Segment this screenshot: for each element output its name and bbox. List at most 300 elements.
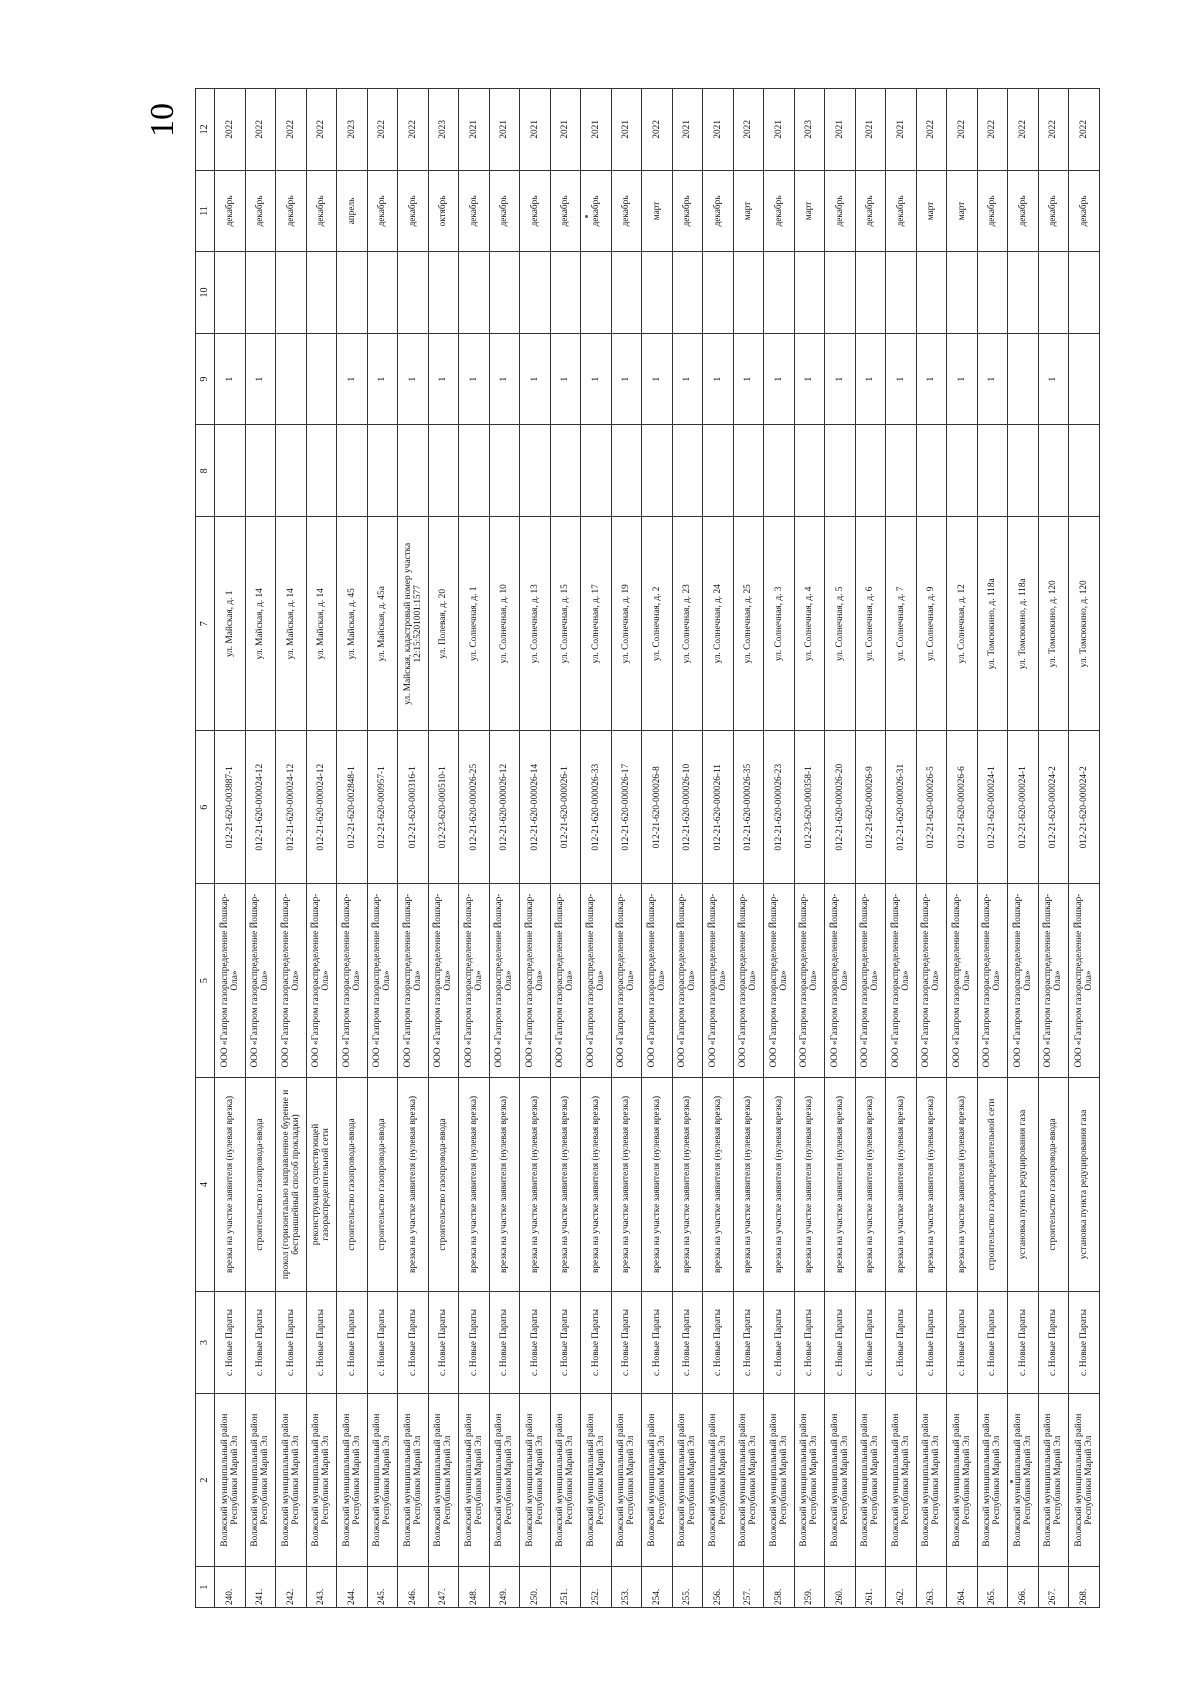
month-cell: декабрь bbox=[306, 170, 337, 252]
work-type-cell: врезка на участке заявителя (нулевая врезка) bbox=[611, 1077, 642, 1291]
month-cell: декабрь bbox=[703, 170, 734, 252]
row-number: 246. bbox=[398, 1567, 429, 1608]
column-header: 6 bbox=[196, 731, 215, 884]
year-cell: 2023 bbox=[428, 89, 459, 171]
work-type-cell: врезка на участке заявителя (нулевая врезка) bbox=[825, 1077, 856, 1291]
column-10-cell bbox=[337, 252, 368, 334]
row-number: 261. bbox=[855, 1567, 886, 1608]
table-body bbox=[215, 89, 1100, 1608]
month-cell: декабрь bbox=[764, 170, 795, 252]
year-cell: 2022 bbox=[733, 89, 764, 171]
table-row bbox=[642, 89, 673, 1608]
locality-cell: с. Новые Параты bbox=[1069, 1292, 1100, 1394]
table-row bbox=[1038, 89, 1069, 1608]
page-number: 10 bbox=[144, 103, 181, 137]
column-10-cell bbox=[916, 252, 947, 334]
table-row bbox=[855, 89, 886, 1608]
row-number: 242. bbox=[276, 1567, 307, 1608]
year-cell: 2023 bbox=[337, 89, 368, 171]
address-cell: ул. Майская, кадастровый номер участка 12:15:5201001:1577 bbox=[398, 517, 429, 731]
column-8-cell bbox=[276, 425, 307, 517]
quantity-cell bbox=[1008, 333, 1039, 425]
table-row bbox=[245, 89, 276, 1608]
address-cell: ул. Солнечная, д. 10 bbox=[489, 517, 520, 731]
locality-cell: с. Новые Параты bbox=[733, 1292, 764, 1394]
application-number-cell: 012-21-620-000026-17 bbox=[611, 731, 642, 884]
quantity-cell: 1 bbox=[794, 333, 825, 425]
month-cell: декабрь bbox=[1069, 170, 1100, 252]
column-8-cell bbox=[367, 425, 398, 517]
table-row bbox=[764, 89, 795, 1608]
organization-cell: ООО «Газпром газораспределение Йошкар-Ола» bbox=[794, 884, 825, 1078]
column-header: 2 bbox=[196, 1393, 215, 1566]
address-cell: ул. Солнечная, д. 23 bbox=[672, 517, 703, 731]
row-number: 254. bbox=[642, 1567, 673, 1608]
address-cell: ул. Томсюкино, д. 120 bbox=[1069, 517, 1100, 731]
row-number: 267. bbox=[1038, 1567, 1069, 1608]
register-table bbox=[195, 88, 1100, 1608]
table-row bbox=[276, 89, 307, 1608]
work-type-cell: врезка на участке заявителя (нулевая врезка) bbox=[855, 1077, 886, 1291]
column-8-cell bbox=[947, 425, 978, 517]
quantity-cell: 1 bbox=[367, 333, 398, 425]
row-number: 250. bbox=[520, 1567, 551, 1608]
district-cell: Волжский муниципальный район Республики Марий Эл bbox=[1038, 1393, 1069, 1566]
organization-cell: ООО «Газпром газораспределение Йошкар-Ола» bbox=[947, 884, 978, 1078]
work-type-cell: врезка на участке заявителя (нулевая врезка) bbox=[672, 1077, 703, 1291]
locality-cell: с. Новые Параты bbox=[794, 1292, 825, 1394]
address-cell: ул. Солнечная, д. 19 bbox=[611, 517, 642, 731]
locality-cell: с. Новые Параты bbox=[703, 1292, 734, 1394]
district-cell: Волжский муниципальный район Республики Марий Эл bbox=[306, 1393, 337, 1566]
column-8-cell bbox=[398, 425, 429, 517]
year-cell: 2022 bbox=[215, 89, 246, 171]
district-cell: Волжский муниципальный район Республики Марий Эл bbox=[642, 1393, 673, 1566]
quantity-cell: 1 bbox=[642, 333, 673, 425]
address-cell: ул. Солнечная, д. 7 bbox=[886, 517, 917, 731]
address-cell: ул. Солнечная, д. 13 bbox=[520, 517, 551, 731]
locality-cell: с. Новые Параты bbox=[916, 1292, 947, 1394]
row-number: 247. bbox=[428, 1567, 459, 1608]
quantity-cell: 1 bbox=[764, 333, 795, 425]
application-number-cell: 012-21-620-000026-10 bbox=[672, 731, 703, 884]
column-8-cell bbox=[245, 425, 276, 517]
month-cell: декабрь bbox=[1038, 170, 1069, 252]
row-number: 266. bbox=[1008, 1567, 1039, 1608]
scan-speck bbox=[1010, 1480, 1013, 1483]
year-cell: 2021 bbox=[459, 89, 490, 171]
district-cell: Волжский муниципальный район Республики Марий Эл bbox=[611, 1393, 642, 1566]
row-number: 240. bbox=[215, 1567, 246, 1608]
column-8-cell bbox=[886, 425, 917, 517]
application-number-cell: 012-23-620-000510-1 bbox=[428, 731, 459, 884]
address-cell: ул. Майская, д. 45а bbox=[367, 517, 398, 731]
table-row bbox=[672, 89, 703, 1608]
year-cell: 2021 bbox=[672, 89, 703, 171]
locality-cell: с. Новые Параты bbox=[459, 1292, 490, 1394]
column-10-cell bbox=[764, 252, 795, 334]
month-cell: март bbox=[733, 170, 764, 252]
column-header: 12 bbox=[196, 89, 215, 171]
application-number-cell: 012-21-620-000026-11 bbox=[703, 731, 734, 884]
district-cell: Волжский муниципальный район Республики Марий Эл bbox=[428, 1393, 459, 1566]
locality-cell: с. Новые Параты bbox=[581, 1292, 612, 1394]
table-row bbox=[428, 89, 459, 1608]
row-number: 268. bbox=[1069, 1567, 1100, 1608]
month-cell: декабрь bbox=[245, 170, 276, 252]
column-10-cell bbox=[1069, 252, 1100, 334]
row-number: 251. bbox=[550, 1567, 581, 1608]
work-type-cell: прокол (горизонтально направленное бурение и бестраншейный способ прокладки) bbox=[276, 1077, 307, 1291]
row-number: 263. bbox=[916, 1567, 947, 1608]
organization-cell: ООО «Газпром газораспределение Йошкар-Ола» bbox=[550, 884, 581, 1078]
column-8-cell bbox=[489, 425, 520, 517]
organization-cell: ООО «Газпром газораспределение Йошкар-Ола» bbox=[581, 884, 612, 1078]
organization-cell: ООО «Газпром газораспределение Йошкар-Ола» bbox=[977, 884, 1008, 1078]
organization-cell: ООО «Газпром газораспределение Йошкар-Ола» bbox=[733, 884, 764, 1078]
district-cell: Волжский муниципальный район Республики Марий Эл bbox=[276, 1393, 307, 1566]
quantity-cell bbox=[306, 333, 337, 425]
address-cell: ул. Майская, д. 1 bbox=[215, 517, 246, 731]
column-10-cell bbox=[825, 252, 856, 334]
column-8-cell bbox=[825, 425, 856, 517]
application-number-cell: 012-21-620-000024-12 bbox=[245, 731, 276, 884]
column-10-cell bbox=[398, 252, 429, 334]
quantity-cell bbox=[276, 333, 307, 425]
year-cell: 2021 bbox=[581, 89, 612, 171]
column-8-cell bbox=[855, 425, 886, 517]
organization-cell: ООО «Газпром газораспределение Йошкар-Ола» bbox=[459, 884, 490, 1078]
month-cell: декабрь bbox=[611, 170, 642, 252]
quantity-cell: 1 bbox=[672, 333, 703, 425]
row-number: 257. bbox=[733, 1567, 764, 1608]
address-cell: ул. Солнечная, д. 6 bbox=[855, 517, 886, 731]
column-10-cell bbox=[672, 252, 703, 334]
application-number-cell: 012-21-620-000026-20 bbox=[825, 731, 856, 884]
work-type-cell: врезка на участке заявителя (нулевая врезка) bbox=[489, 1077, 520, 1291]
year-cell: 2021 bbox=[489, 89, 520, 171]
month-cell: декабрь bbox=[398, 170, 429, 252]
work-type-cell: врезка на участке заявителя (нулевая врезка) bbox=[947, 1077, 978, 1291]
quantity-cell: 1 bbox=[245, 333, 276, 425]
quantity-cell: 1 bbox=[459, 333, 490, 425]
work-type-cell: строительство газопровода-ввода bbox=[1038, 1077, 1069, 1291]
organization-cell: ООО «Газпром газораспределение Йошкар-Ола» bbox=[398, 884, 429, 1078]
work-type-cell: врезка на участке заявителя (нулевая врезка) bbox=[459, 1077, 490, 1291]
quantity-cell: 1 bbox=[977, 333, 1008, 425]
year-cell: 2022 bbox=[367, 89, 398, 171]
district-cell: Волжский муниципальный район Республики Марий Эл bbox=[1008, 1393, 1039, 1566]
table-row bbox=[947, 89, 978, 1608]
year-cell: 2021 bbox=[886, 89, 917, 171]
district-cell: Волжский муниципальный район Республики Марий Эл bbox=[825, 1393, 856, 1566]
month-cell: декабрь bbox=[520, 170, 551, 252]
row-number: 256. bbox=[703, 1567, 734, 1608]
quantity-cell: 1 bbox=[916, 333, 947, 425]
table-row bbox=[977, 89, 1008, 1608]
quantity-cell: 1 bbox=[489, 333, 520, 425]
quantity-cell: 1 bbox=[520, 333, 551, 425]
column-header: 11 bbox=[196, 170, 215, 252]
table-row bbox=[581, 89, 612, 1608]
organization-cell: ООО «Газпром газораспределение Йошкар-Ола» bbox=[428, 884, 459, 1078]
application-number-cell: 012-21-620-000026-25 bbox=[459, 731, 490, 884]
application-number-cell: 012-21-620-000024-12 bbox=[276, 731, 307, 884]
locality-cell: с. Новые Параты bbox=[1038, 1292, 1069, 1394]
column-header: 10 bbox=[196, 252, 215, 334]
column-header: 5 bbox=[196, 884, 215, 1078]
year-cell: 2021 bbox=[855, 89, 886, 171]
year-cell: 2021 bbox=[611, 89, 642, 171]
row-number: 253. bbox=[611, 1567, 642, 1608]
month-cell: март bbox=[947, 170, 978, 252]
address-cell: ул. Майская, д. 45 bbox=[337, 517, 368, 731]
quantity-cell: 1 bbox=[337, 333, 368, 425]
organization-cell: ООО «Газпром газораспределение Йошкар-Ола» bbox=[245, 884, 276, 1078]
row-number: 255. bbox=[672, 1567, 703, 1608]
month-cell: декабрь bbox=[459, 170, 490, 252]
rotated-table-region bbox=[195, 88, 1195, 1608]
rotated-table-frame bbox=[195, 88, 1195, 1608]
row-number: 249. bbox=[489, 1567, 520, 1608]
district-cell: Волжский муниципальный район Республики Марий Эл bbox=[886, 1393, 917, 1566]
column-header: 1 bbox=[196, 1567, 215, 1608]
application-number-cell: 012-21-620-000026-31 bbox=[886, 731, 917, 884]
year-cell: 2022 bbox=[1069, 89, 1100, 171]
month-cell: декабрь bbox=[489, 170, 520, 252]
year-cell: 2022 bbox=[245, 89, 276, 171]
address-cell: ул. Солнечная, д. 4 bbox=[794, 517, 825, 731]
locality-cell: с. Новые Параты bbox=[855, 1292, 886, 1394]
organization-cell: ООО «Газпром газораспределение Йошкар-Ола» bbox=[916, 884, 947, 1078]
application-number-cell: 012-21-620-003887-1 bbox=[215, 731, 246, 884]
district-cell: Волжский муниципальный район Республики Марий Эл bbox=[550, 1393, 581, 1566]
address-cell: ул. Майская, д. 14 bbox=[245, 517, 276, 731]
district-cell: Волжский муниципальный район Республики Марий Эл bbox=[947, 1393, 978, 1566]
column-10-cell bbox=[1038, 252, 1069, 334]
district-cell: Волжский муниципальный район Республики Марий Эл bbox=[764, 1393, 795, 1566]
column-8-cell bbox=[520, 425, 551, 517]
address-cell: ул. Томсюкино, д. 118а bbox=[1008, 517, 1039, 731]
locality-cell: с. Новые Параты bbox=[977, 1292, 1008, 1394]
quantity-cell: 1 bbox=[398, 333, 429, 425]
column-8-cell bbox=[611, 425, 642, 517]
locality-cell: с. Новые Параты bbox=[1008, 1292, 1039, 1394]
work-type-cell: врезка на участке заявителя (нулевая врезка) bbox=[520, 1077, 551, 1291]
locality-cell: с. Новые Параты bbox=[398, 1292, 429, 1394]
row-number: 243. bbox=[306, 1567, 337, 1608]
district-cell: Волжский муниципальный район Республики Марий Эл bbox=[215, 1393, 246, 1566]
quantity-cell: 1 bbox=[825, 333, 856, 425]
scan-speck bbox=[585, 215, 588, 218]
organization-cell: ООО «Газпром газораспределение Йошкар-Ола» bbox=[215, 884, 246, 1078]
organization-cell: ООО «Газпром газораспределение Йошкар-Ола» bbox=[886, 884, 917, 1078]
quantity-cell: 1 bbox=[550, 333, 581, 425]
table-row bbox=[916, 89, 947, 1608]
column-8-cell bbox=[977, 425, 1008, 517]
table-row bbox=[367, 89, 398, 1608]
column-10-cell bbox=[428, 252, 459, 334]
table-row bbox=[1008, 89, 1039, 1608]
work-type-cell: строительство газопровода-ввода bbox=[428, 1077, 459, 1291]
month-cell: декабрь bbox=[977, 170, 1008, 252]
quantity-cell: 1 bbox=[703, 333, 734, 425]
organization-cell: ООО «Газпром газораспределение Йошкар-Ола» bbox=[367, 884, 398, 1078]
column-8-cell bbox=[306, 425, 337, 517]
column-10-cell bbox=[245, 252, 276, 334]
application-number-cell: 012-21-620-000026-5 bbox=[916, 731, 947, 884]
quantity-cell bbox=[1069, 333, 1100, 425]
column-10-cell bbox=[459, 252, 490, 334]
row-number: 241. bbox=[245, 1567, 276, 1608]
work-type-cell: врезка на участке заявителя (нулевая врезка) bbox=[550, 1077, 581, 1291]
year-cell: 2022 bbox=[977, 89, 1008, 171]
application-number-cell: 012-21-620-000316-1 bbox=[398, 731, 429, 884]
month-cell: апрель bbox=[337, 170, 368, 252]
month-cell: декабрь bbox=[1008, 170, 1039, 252]
table-row bbox=[489, 89, 520, 1608]
organization-cell: ООО «Газпром газораспределение Йошкар-Ола» bbox=[489, 884, 520, 1078]
district-cell: Волжский муниципальный район Республики Марий Эл bbox=[672, 1393, 703, 1566]
organization-cell: ООО «Газпром газораспределение Йошкар-Ола» bbox=[825, 884, 856, 1078]
column-8-cell bbox=[459, 425, 490, 517]
year-cell: 2022 bbox=[276, 89, 307, 171]
application-number-cell: 012-21-620-000026-12 bbox=[489, 731, 520, 884]
quantity-cell: 1 bbox=[1038, 333, 1069, 425]
column-8-cell bbox=[764, 425, 795, 517]
year-cell: 2023 bbox=[794, 89, 825, 171]
application-number-cell: 012-21-620-000024-2 bbox=[1069, 731, 1100, 884]
locality-cell: с. Новые Параты bbox=[306, 1292, 337, 1394]
quantity-cell: 1 bbox=[855, 333, 886, 425]
address-cell: ул. Майская, д. 14 bbox=[276, 517, 307, 731]
month-cell: декабрь bbox=[855, 170, 886, 252]
column-10-cell bbox=[489, 252, 520, 334]
quantity-cell: 1 bbox=[733, 333, 764, 425]
district-cell: Волжский муниципальный район Республики Марий Эл bbox=[398, 1393, 429, 1566]
application-number-cell: 012-21-620-000026-1 bbox=[550, 731, 581, 884]
locality-cell: с. Новые Параты bbox=[428, 1292, 459, 1394]
column-10-cell bbox=[215, 252, 246, 334]
row-number: 252. bbox=[581, 1567, 612, 1608]
table-row bbox=[886, 89, 917, 1608]
column-10-cell bbox=[520, 252, 551, 334]
work-type-cell: реконструкция существующей газораспределительной сети bbox=[306, 1077, 337, 1291]
row-number: 248. bbox=[459, 1567, 490, 1608]
column-8-cell bbox=[1069, 425, 1100, 517]
address-cell: ул. Солнечная, д. 2 bbox=[642, 517, 673, 731]
column-10-cell bbox=[276, 252, 307, 334]
address-cell: ул. Солнечная, д. 9 bbox=[916, 517, 947, 731]
organization-cell: ООО «Газпром газораспределение Йошкар-Ола» bbox=[764, 884, 795, 1078]
month-cell: март bbox=[916, 170, 947, 252]
table-row bbox=[337, 89, 368, 1608]
month-cell: октябрь bbox=[428, 170, 459, 252]
table-row bbox=[306, 89, 337, 1608]
column-8-cell bbox=[215, 425, 246, 517]
work-type-cell: строительство газопровода-ввода bbox=[337, 1077, 368, 1291]
column-10-cell bbox=[306, 252, 337, 334]
column-header: 3 bbox=[196, 1292, 215, 1394]
application-number-cell: 012-21-620-000026-35 bbox=[733, 731, 764, 884]
locality-cell: с. Новые Параты bbox=[337, 1292, 368, 1394]
district-cell: Волжский муниципальный район Республики Марий Эл bbox=[337, 1393, 368, 1566]
row-number: 259. bbox=[794, 1567, 825, 1608]
column-8-cell bbox=[733, 425, 764, 517]
application-number-cell: 012-21-620-000026-9 bbox=[855, 731, 886, 884]
month-cell: март bbox=[642, 170, 673, 252]
address-cell: ул. Солнечная, д. 5 bbox=[825, 517, 856, 731]
work-type-cell: врезка на участке заявителя (нулевая врезка) bbox=[215, 1077, 246, 1291]
column-8-cell bbox=[337, 425, 368, 517]
locality-cell: с. Новые Параты bbox=[825, 1292, 856, 1394]
district-cell: Волжский муниципальный район Республики Марий Эл bbox=[1069, 1393, 1100, 1566]
row-number: 244. bbox=[337, 1567, 368, 1608]
table-row bbox=[1069, 89, 1100, 1608]
application-number-cell: 012-21-620-000026-33 bbox=[581, 731, 612, 884]
table-row bbox=[611, 89, 642, 1608]
locality-cell: с. Новые Параты bbox=[947, 1292, 978, 1394]
quantity-cell: 1 bbox=[581, 333, 612, 425]
month-cell: декабрь bbox=[276, 170, 307, 252]
year-cell: 2022 bbox=[398, 89, 429, 171]
column-header: 9 bbox=[196, 333, 215, 425]
month-cell: декабрь bbox=[215, 170, 246, 252]
column-10-cell bbox=[886, 252, 917, 334]
district-cell: Волжский муниципальный район Республики Марий Эл bbox=[703, 1393, 734, 1566]
address-cell: ул. Солнечная, д. 3 bbox=[764, 517, 795, 731]
table-row bbox=[733, 89, 764, 1608]
work-type-cell: строительство газопровода-ввода bbox=[245, 1077, 276, 1291]
address-cell: ул. Томсюкино, д. 120 bbox=[1038, 517, 1069, 731]
organization-cell: ООО «Газпром газораспределение Йошкар-Ола» bbox=[642, 884, 673, 1078]
column-header: 8 bbox=[196, 425, 215, 517]
address-cell: ул. Солнечная, д. 12 bbox=[947, 517, 978, 731]
district-cell: Волжский муниципальный район Республики Марий Эл bbox=[459, 1393, 490, 1566]
locality-cell: с. Новые Параты bbox=[489, 1292, 520, 1394]
work-type-cell: врезка на участке заявителя (нулевая врезка) bbox=[916, 1077, 947, 1291]
work-type-cell: врезка на участке заявителя (нулевая врезка) bbox=[764, 1077, 795, 1291]
table-row bbox=[459, 89, 490, 1608]
locality-cell: с. Новые Параты bbox=[642, 1292, 673, 1394]
district-cell: Волжский муниципальный район Республики Марий Эл bbox=[977, 1393, 1008, 1566]
locality-cell: с. Новые Параты bbox=[215, 1292, 246, 1394]
work-type-cell: установка пункта редуцирования газа bbox=[1069, 1077, 1100, 1291]
application-number-cell: 012-21-620-000957-1 bbox=[367, 731, 398, 884]
column-10-cell bbox=[581, 252, 612, 334]
application-number-cell: 012-21-620-000024-2 bbox=[1038, 731, 1069, 884]
application-number-cell: 012-21-620-000026-14 bbox=[520, 731, 551, 884]
table-row bbox=[550, 89, 581, 1608]
organization-cell: ООО «Газпром газораспределение Йошкар-Ола» bbox=[276, 884, 307, 1078]
application-number-cell: 012-21-620-000024-1 bbox=[977, 731, 1008, 884]
column-10-cell bbox=[367, 252, 398, 334]
row-number: 264. bbox=[947, 1567, 978, 1608]
month-cell: декабрь bbox=[825, 170, 856, 252]
work-type-cell: врезка на участке заявителя (нулевая врезка) bbox=[703, 1077, 734, 1291]
year-cell: 2022 bbox=[1008, 89, 1039, 171]
work-type-cell: строительство газораспределительной сети bbox=[977, 1077, 1008, 1291]
organization-cell: ООО «Газпром газораспределение Йошкар-Ола» bbox=[520, 884, 551, 1078]
table-row bbox=[825, 89, 856, 1608]
district-cell: Волжский муниципальный район Республики Марий Эл bbox=[733, 1393, 764, 1566]
row-number: 258. bbox=[764, 1567, 795, 1608]
district-cell: Волжский муниципальный район Республики Марий Эл bbox=[916, 1393, 947, 1566]
work-type-cell: врезка на участке заявителя (нулевая врезка) bbox=[642, 1077, 673, 1291]
row-number: 260. bbox=[825, 1567, 856, 1608]
column-10-cell bbox=[642, 252, 673, 334]
district-cell: Волжский муниципальный район Республики Марий Эл bbox=[520, 1393, 551, 1566]
